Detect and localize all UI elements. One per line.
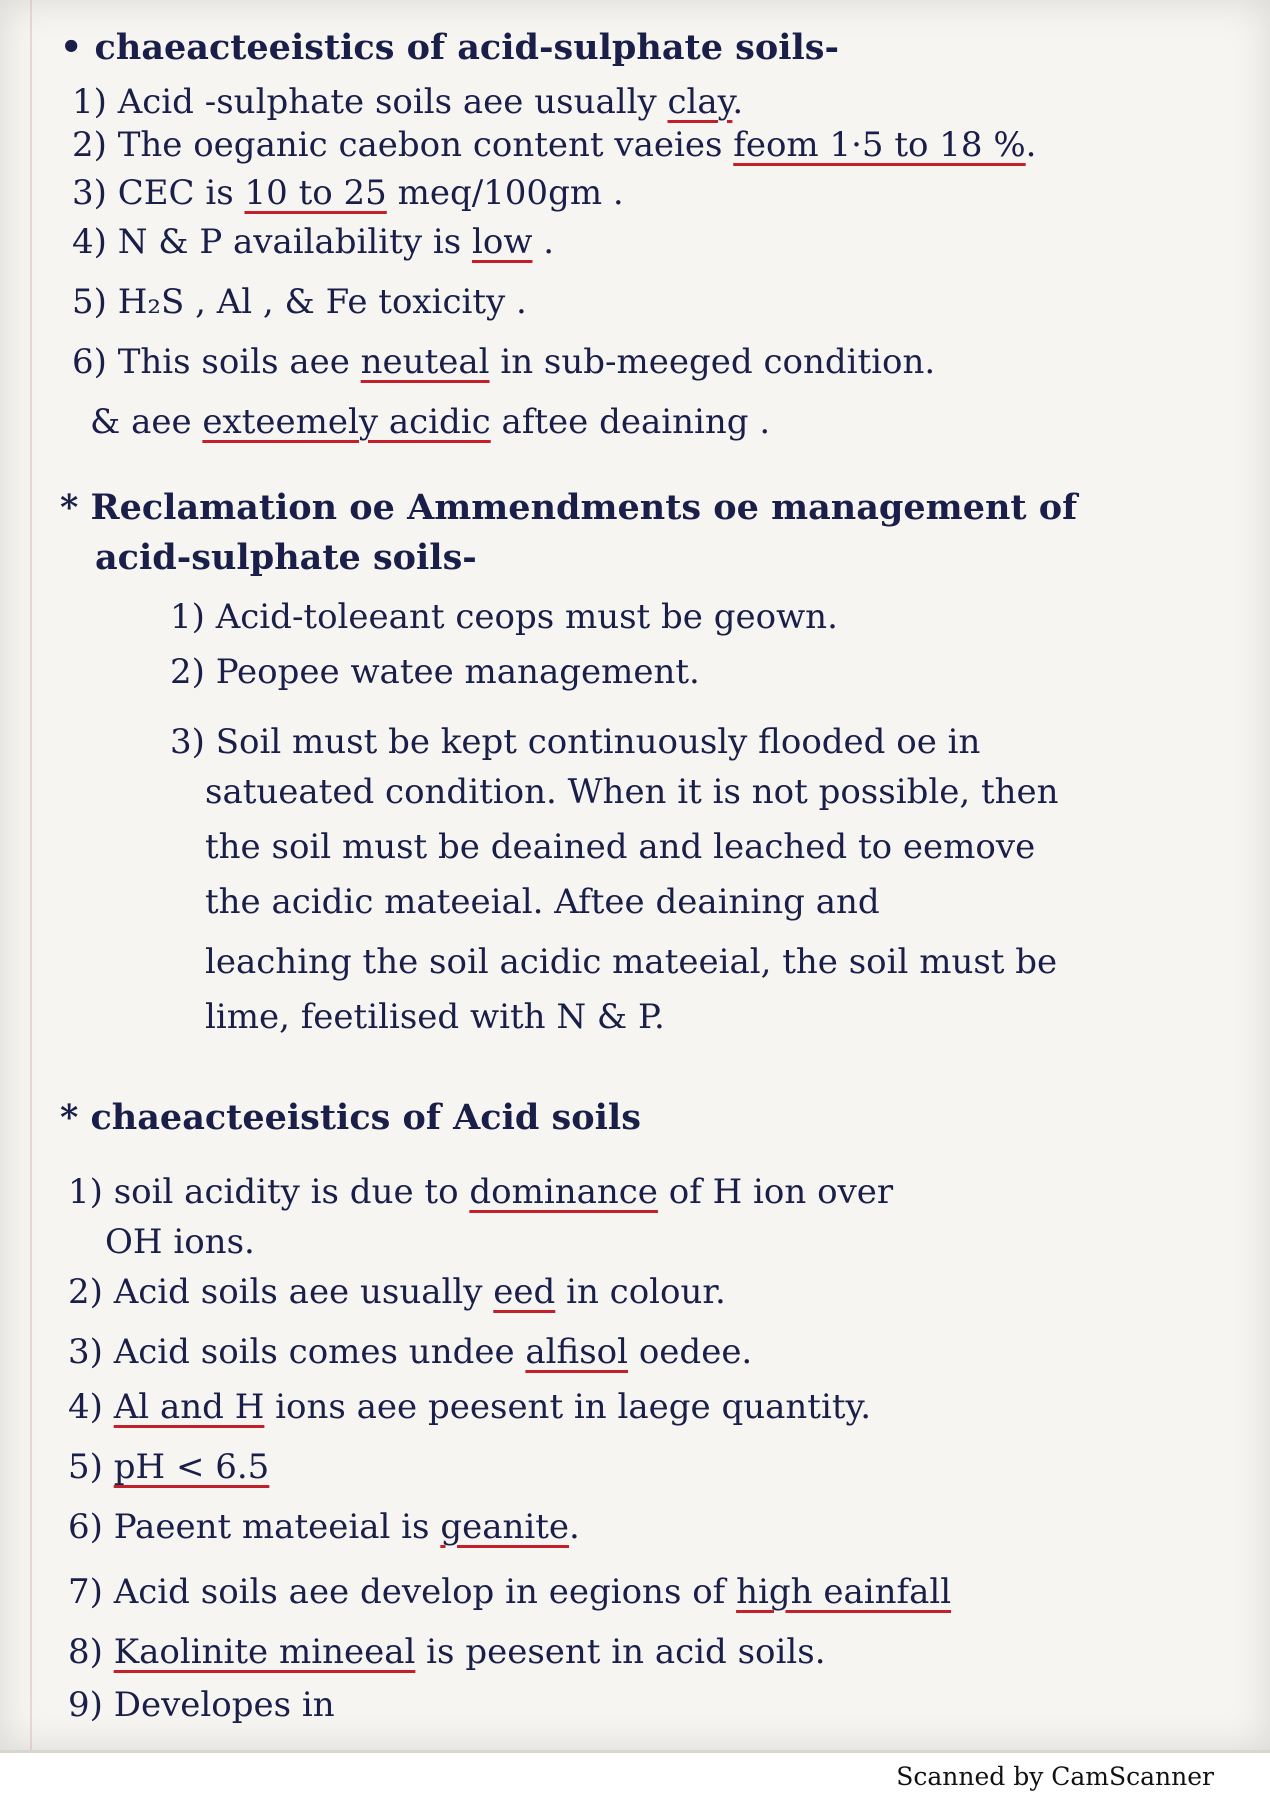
list-item: 2) The oeganic caebon content vaeies feom 1·5 to 18 %.: [72, 125, 1037, 165]
list-item: 1) Acid -sulphate soils aee usually clay.: [72, 82, 744, 122]
list-item: satueated condition. When it is not possible, then: [205, 772, 1059, 812]
section-heading-reclamation: * Reclamation oe Ammendments oe management of: [60, 487, 1078, 528]
list-item: 5) H₂S , Al , & Fe toxicity .: [72, 282, 527, 322]
page-margin-line: [30, 0, 32, 1750]
list-item: 3) CEC is 10 to 25 meq/100gm .: [72, 173, 624, 213]
list-item: 2) Acid soils aee usually eed in colour.: [68, 1272, 726, 1312]
list-item: 4) Al and H ions aee peesent in laege quantity.: [68, 1387, 871, 1427]
list-item: 8) Kaolinite mineeal is peesent in acid soils.: [68, 1632, 826, 1672]
list-item: 6) This soils aee neuteal in sub-meeged condition.: [72, 342, 936, 382]
section-heading-reclamation-cont: acid-sulphate soils-: [95, 537, 477, 578]
list-item: & aee exteemely acidic aftee deaining .: [90, 402, 771, 442]
list-item: 1) Acid-toleeant ceops must be geown.: [170, 597, 838, 637]
list-item: 7) Acid soils aee develop in eegions of high eainfall: [68, 1572, 952, 1612]
section-heading-acid-soils-characteristics: * chaeacteeistics of Acid soils: [60, 1097, 641, 1138]
list-item: OH ions.: [105, 1222, 255, 1262]
list-item: the soil must be deained and leached to eemove: [205, 827, 1036, 867]
list-item: 1) soil acidity is due to dominance of H ion over: [68, 1172, 894, 1212]
list-item: 4) N & P availability is low .: [72, 222, 555, 262]
list-item: 3) Acid soils comes undee alfisol oedee.: [68, 1332, 753, 1372]
list-item: 5) pH < 6.5: [68, 1447, 270, 1487]
list-item: 9) Developes in: [68, 1685, 335, 1725]
list-item: lime, feetilised with N & P.: [205, 997, 665, 1037]
section-heading-acid-sulphate-characteristics: • chaeacteeistics of acid-sulphate soils-: [60, 27, 840, 68]
list-item: 2) Peopee watee management.: [170, 652, 700, 692]
scanner-footer: Scanned by CamScanner: [896, 1762, 1214, 1791]
list-item: leaching the soil acidic mateeial, the soil must be: [205, 942, 1058, 982]
list-item: the acidic mateeial. Aftee deaining and: [205, 882, 880, 922]
page-bottom-edge: [0, 1750, 1270, 1753]
list-item: 6) Paeent mateeial is geanite.: [68, 1507, 580, 1547]
list-item: 3) Soil must be kept continuously flooded oe in: [170, 722, 981, 762]
